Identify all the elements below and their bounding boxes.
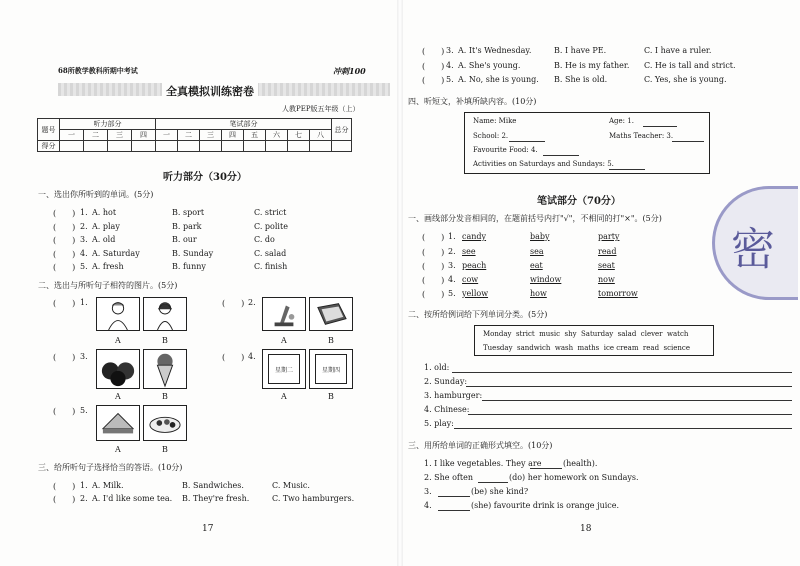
score-cell[interactable]: [310, 141, 332, 152]
word-c: read: [598, 247, 617, 256]
w2-heading: 二、按所给例词给下列单词分类。(5分): [408, 310, 548, 319]
category-label: 5. play:: [424, 419, 454, 428]
option-a: A. No, she is young.: [458, 75, 539, 84]
picture-label-b: B: [328, 336, 334, 345]
option-c: C. He is tall and strict.: [644, 61, 736, 70]
item-number: 2.: [248, 298, 256, 307]
answer-bracket[interactable]: ( ): [53, 495, 76, 504]
food-blank[interactable]: [543, 155, 579, 156]
word-bank-line-1: Monday strict music shy Saturday salad clever watch: [483, 330, 689, 338]
score-col: 一: [60, 130, 84, 141]
stamp-character: 密: [731, 224, 775, 275]
calendar-thursday-picture: [309, 349, 353, 389]
answer-bracket[interactable]: ( ): [53, 353, 76, 362]
score-cell[interactable]: [178, 141, 200, 152]
activities-blank[interactable]: [609, 169, 645, 170]
apples-picture: [96, 349, 140, 389]
word-a: peach: [462, 261, 487, 270]
answer-bracket[interactable]: ( ): [222, 299, 245, 308]
picture-label-a: A: [115, 336, 121, 345]
item-number: 4.: [448, 275, 456, 284]
option-c: C. salad: [254, 249, 287, 258]
category-answer-line[interactable]: [468, 414, 792, 415]
answer-bracket[interactable]: ( ): [53, 250, 76, 259]
maths-teacher-blank[interactable]: [672, 141, 704, 142]
option-c: C. do: [254, 235, 275, 244]
option-b: B. funny: [172, 262, 206, 271]
sentence-2-blank[interactable]: [478, 482, 508, 483]
word-bank-line-2: Tuesday sandwich wash maths ice cream read science: [483, 344, 690, 352]
age-label: Age: 1.: [609, 117, 634, 125]
ice-cream-picture: [143, 349, 187, 389]
answer-bracket[interactable]: ( ): [422, 262, 445, 271]
old-woman-picture: [96, 297, 140, 331]
word-a: see: [462, 247, 476, 256]
left-page: [0, 0, 398, 566]
score-cell[interactable]: [84, 141, 108, 152]
score-cell[interactable]: [244, 141, 266, 152]
salad-picture: [143, 405, 187, 441]
score-table-question-header: 题号: [38, 119, 60, 141]
option-a: A. Milk.: [92, 481, 124, 490]
microscope-picture: [262, 297, 306, 331]
score-cell[interactable]: [332, 141, 352, 152]
score-col: 二: [84, 130, 108, 141]
option-b: B. They're fresh.: [182, 494, 250, 503]
option-b: B. park: [172, 222, 202, 231]
answer-bracket[interactable]: ( ): [222, 353, 245, 362]
item-number: 5.: [80, 406, 88, 415]
score-col: 七: [288, 130, 310, 141]
sentence-4-blank[interactable]: [438, 510, 470, 511]
score-row-label: 得分: [38, 141, 60, 152]
option-b: B. sport: [172, 208, 205, 217]
brand-label: 冲刺100: [333, 66, 366, 76]
picture-label-b: B: [328, 392, 334, 401]
sentence-1-start: 1. I like vegetables. They are: [424, 459, 542, 468]
category-label: 2. Sunday:: [424, 377, 468, 386]
q1-heading: 一、选出你所听到的单词。(5分): [38, 190, 154, 199]
score-col: 五: [244, 130, 266, 141]
answer-bracket[interactable]: ( ): [53, 209, 76, 218]
score-cell[interactable]: [222, 141, 244, 152]
word-a: candy: [462, 232, 487, 241]
item-number: 2.: [80, 494, 88, 503]
option-b: B. He is my father.: [554, 61, 630, 70]
answer-bracket[interactable]: ( ): [53, 299, 76, 308]
option-a: A. She's young.: [458, 61, 521, 70]
item-number: 3.: [80, 352, 88, 361]
word-b: how: [530, 289, 547, 298]
score-col: 二: [178, 130, 200, 141]
option-a: A. Saturday: [92, 249, 140, 258]
item-number: 5.: [80, 262, 88, 271]
score-cell[interactable]: [132, 141, 156, 152]
word-a: yellow: [462, 289, 489, 298]
word-c: tomorrow: [598, 289, 638, 298]
day-label: 星期四: [315, 354, 347, 384]
word-c: party: [598, 232, 620, 241]
option-c: C. finish: [254, 262, 288, 271]
item-number: 1.: [80, 208, 88, 217]
score-col: 六: [266, 130, 288, 141]
answer-bracket[interactable]: ( ): [53, 236, 76, 245]
answer-bracket[interactable]: ( ): [422, 62, 445, 71]
option-a: A. old: [92, 235, 116, 244]
food-label: Favourite Food: 4.: [473, 146, 538, 154]
item-number: 1.: [80, 481, 88, 490]
name-field: Name: Mike: [473, 117, 517, 125]
category-label: 1. old:: [424, 363, 450, 372]
answer-bracket[interactable]: ( ): [422, 290, 445, 299]
option-a: A. It's Wednesday.: [458, 46, 532, 55]
picture-label-a: A: [115, 392, 121, 401]
school-label: School: 2.: [473, 132, 509, 140]
picture-label-a: A: [115, 445, 121, 454]
listening-section-title: 听力部分（30分）: [163, 172, 247, 183]
word-b: baby: [530, 232, 550, 241]
sentence-3-blank[interactable]: [438, 496, 470, 497]
page-number: 18: [580, 524, 592, 534]
total-header: 总分: [332, 119, 352, 141]
item-number: 2.: [448, 247, 456, 256]
picture-label-b: B: [162, 336, 168, 345]
item-number: 5.: [448, 289, 456, 298]
option-b: B. our: [172, 235, 197, 244]
answer-bracket[interactable]: ( ): [422, 76, 445, 85]
w1-heading: 一、画线部分发音相同的，在题前括号内打"√"，不相同的打"×"。(5分): [408, 214, 662, 223]
day-label: 星期二: [268, 354, 300, 384]
word-c: seat: [598, 261, 615, 270]
score-cell[interactable]: [108, 141, 132, 152]
score-col: 一: [156, 130, 178, 141]
word-a: cow: [462, 275, 479, 284]
sentence-2-end: (do) her homework on Sundays.: [509, 473, 639, 482]
score-cell[interactable]: [266, 141, 288, 152]
writing-section-title: 笔试部分（70分）: [537, 196, 621, 207]
option-b: B. I have PE.: [554, 46, 607, 55]
sandwich-picture: [96, 405, 140, 441]
exam-series-label: 68所教学教科所期中考试: [58, 66, 138, 75]
score-col: 八: [310, 130, 332, 141]
option-b: B. Sandwiches.: [182, 481, 244, 490]
sentence-1-end: (health).: [563, 459, 598, 468]
sentence-1-blank[interactable]: [530, 468, 562, 469]
score-col: 三: [108, 130, 132, 141]
book-picture: [309, 297, 353, 331]
score-cell[interactable]: [60, 141, 84, 152]
word-c: now: [598, 275, 615, 284]
word-b: sea: [530, 247, 544, 256]
edition-label: 人教PEP版五年级（上）: [282, 105, 360, 113]
option-a: A. I'd like some tea.: [92, 494, 173, 503]
picture-label-a: A: [281, 336, 287, 345]
young-girl-picture: [143, 297, 187, 331]
score-cell[interactable]: [156, 141, 178, 152]
item-number: 3.: [80, 235, 88, 244]
picture-label-b: B: [162, 392, 168, 401]
category-answer-line[interactable]: [452, 372, 792, 373]
item-number: 4.: [446, 61, 454, 70]
info-card: [464, 112, 710, 174]
item-number: 1.: [80, 298, 88, 307]
maths-teacher-label: Maths Teacher: 3.: [609, 132, 674, 140]
answer-bracket[interactable]: ( ): [422, 248, 445, 257]
school-blank[interactable]: [509, 141, 545, 142]
answer-bracket[interactable]: ( ): [53, 263, 76, 272]
item-number: 4.: [80, 249, 88, 258]
option-b: B. She is old.: [554, 75, 608, 84]
option-b: B. Sunday: [172, 249, 214, 258]
answer-bracket[interactable]: ( ): [422, 47, 445, 56]
picture-label-b: B: [162, 445, 168, 454]
picture-label-a: A: [281, 392, 287, 401]
option-c: C. Yes, she is young.: [644, 75, 727, 84]
option-c: C. Music.: [272, 481, 310, 490]
item-number: 1.: [448, 232, 456, 241]
score-table: [37, 118, 352, 152]
option-c: C. Two hamburgers.: [272, 494, 355, 503]
activities-label: Activities on Saturdays and Sundays: 5.: [473, 160, 614, 168]
answer-bracket[interactable]: ( ): [422, 276, 445, 285]
word-b: eat: [530, 261, 543, 270]
sentence-3-start: 3.: [424, 487, 432, 496]
category-label: 3. hamburger:: [424, 391, 483, 400]
option-c: C. polite: [254, 222, 288, 231]
word-bank-box: [474, 325, 714, 356]
option-a: A. play: [92, 222, 120, 231]
option-a: A. hot: [92, 208, 117, 217]
score-cell[interactable]: [200, 141, 222, 152]
calendar-tuesday-picture: [262, 349, 306, 389]
answer-bracket[interactable]: ( ): [53, 223, 76, 232]
score-col: 四: [132, 130, 156, 141]
item-number: 5.: [446, 75, 454, 84]
category-answer-line[interactable]: [454, 428, 792, 429]
q3-heading: 三、给所听句子选择恰当的答语。(10分): [38, 463, 183, 472]
writing-header: 笔试部分: [156, 119, 332, 130]
sentence-3-end: (be) she kind?: [471, 487, 529, 496]
q2-heading: 二、选出与所听句子相符的图片。(5分): [38, 281, 178, 290]
sentence-4-end: (she) favourite drink is orange juice.: [471, 501, 620, 510]
answer-bracket[interactable]: ( ): [53, 482, 76, 491]
q4-heading: 四、听短文，补填所缺内容。(10分): [408, 97, 537, 106]
item-number: 3.: [448, 261, 456, 270]
sentence-4-start: 4.: [424, 501, 432, 510]
option-c: C. strict: [254, 208, 287, 217]
item-number: 3.: [446, 46, 454, 55]
answer-bracket[interactable]: ( ): [422, 233, 445, 242]
exam-title: 全真模拟训练密卷: [162, 83, 258, 99]
w3-heading: 三、用所给单词的正确形式填空。(10分): [408, 441, 553, 450]
score-cell[interactable]: [288, 141, 310, 152]
word-b: window: [530, 275, 562, 284]
option-c: C. I have a ruler.: [644, 46, 712, 55]
answer-bracket[interactable]: ( ): [53, 407, 76, 416]
sentence-2-start: 2. She often: [424, 473, 473, 482]
option-a: A. fresh: [92, 262, 124, 271]
score-col: 三: [200, 130, 222, 141]
listening-header: 听力部分: [60, 119, 156, 130]
score-col: 四: [222, 130, 244, 141]
category-label: 4. Chinese:: [424, 405, 470, 414]
category-answer-line[interactable]: [482, 400, 792, 401]
page-number: 17: [202, 524, 214, 534]
age-blank[interactable]: [643, 126, 677, 127]
item-number: 4.: [248, 352, 256, 361]
item-number: 2.: [80, 222, 88, 231]
category-answer-line[interactable]: [466, 386, 792, 387]
